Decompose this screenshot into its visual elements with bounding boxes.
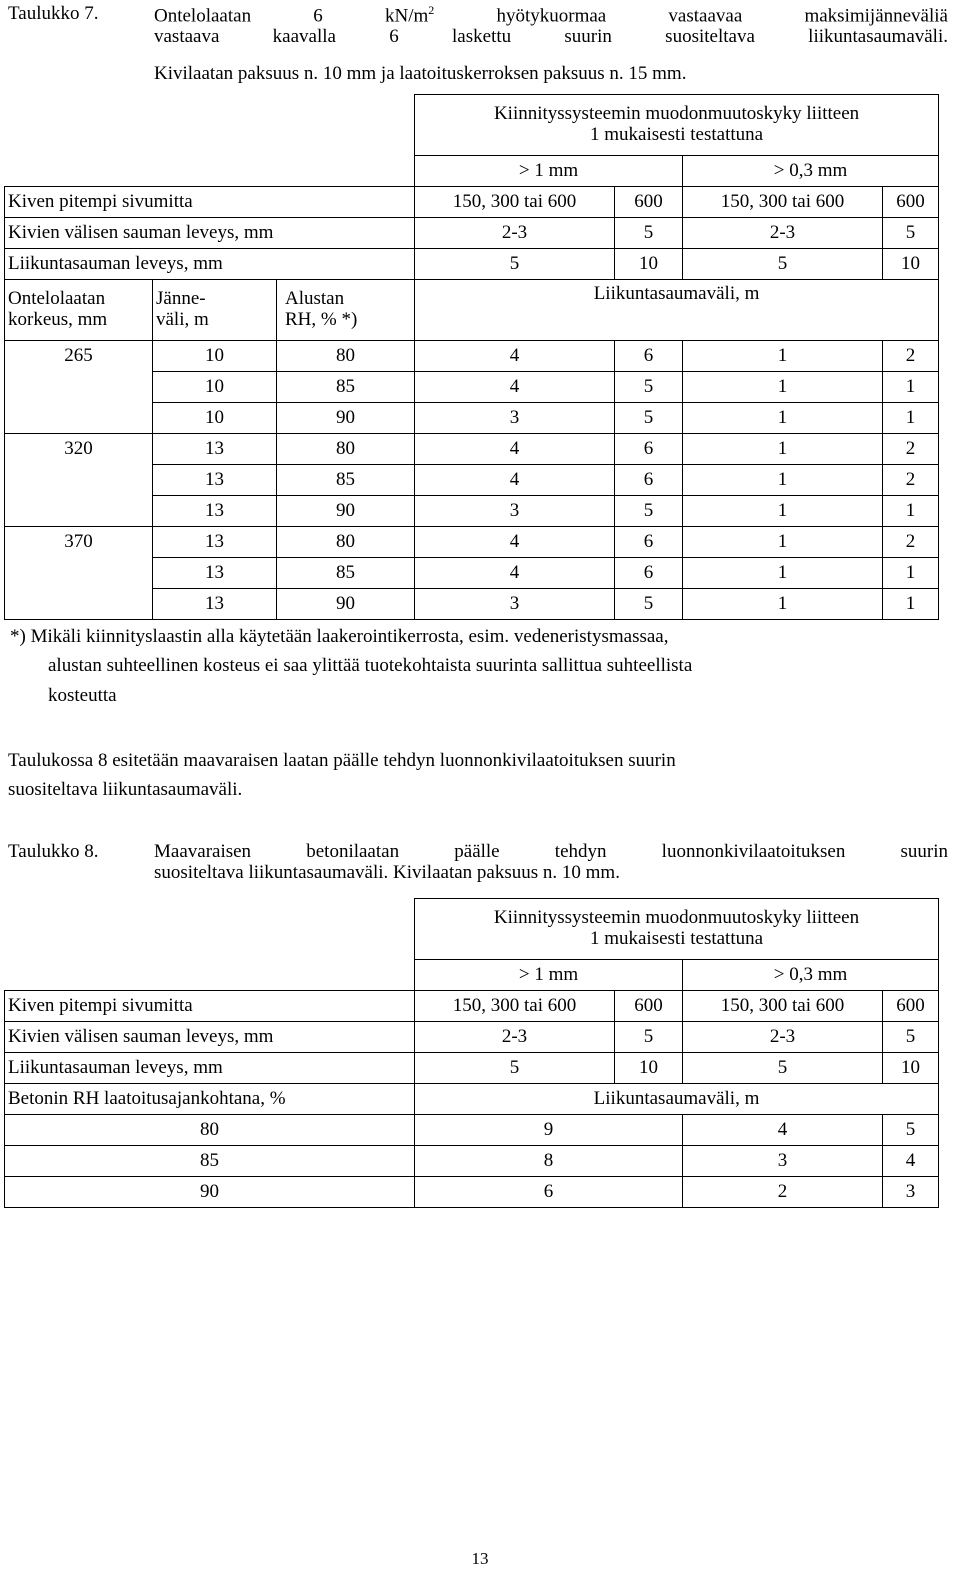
cell-result: 2: [883, 434, 939, 465]
cell-result: 2: [883, 465, 939, 496]
col-result-header: Liikuntasaumaväli, m: [415, 280, 939, 341]
table7-caption: [8, 4, 948, 48]
page-number: 13: [471, 1549, 489, 1568]
table8-header-group-row: [5, 899, 939, 960]
cell-span: 10: [153, 341, 277, 372]
cell-span: 13: [153, 558, 277, 589]
cell-h: 370: [5, 527, 153, 558]
table-row: [5, 403, 939, 434]
cell-result: 1: [883, 589, 939, 620]
table8-sub-gt03: > 0,3 mm: [683, 960, 939, 991]
cell-result: 6: [615, 341, 683, 372]
cell-result: 1: [883, 372, 939, 403]
cell-result: 5: [615, 372, 683, 403]
col-height-header: Ontelolaatan korkeus, mm: [5, 280, 153, 341]
cell-result: 6: [615, 558, 683, 589]
col-rh-header: Alustan RH, % *): [277, 280, 415, 341]
cell-rh: 85: [277, 465, 415, 496]
table7-sub-gt03: > 0,3 mm: [683, 156, 939, 187]
cell-result: 4: [883, 1146, 939, 1177]
cell-result: 1: [683, 527, 883, 558]
cell-result: 2: [683, 1177, 883, 1208]
cell-result: 9: [415, 1115, 683, 1146]
cell-rh: 85: [277, 372, 415, 403]
cell-result: 5: [615, 496, 683, 527]
table-row: Kivien välisen sauman leveys, mm 2-3 5 2-3 5: [5, 218, 939, 249]
cell-span: 10: [153, 403, 277, 434]
cell-result: 8: [415, 1146, 683, 1177]
cell-result: 3: [415, 496, 615, 527]
table-row: [5, 558, 939, 589]
table7-body: [5, 341, 939, 620]
table7-label: Taulukko 7.: [8, 3, 99, 24]
cell-span: 13: [153, 589, 277, 620]
table-row: [5, 589, 939, 620]
cell-result: 3: [415, 589, 615, 620]
table-row: [5, 496, 939, 527]
cell-rh: 90: [5, 1177, 415, 1208]
table8-caption-line1: Maavaraisen betonilaatan päälle tehdyn luonnonkivilaatoituksen suurin: [154, 841, 948, 862]
table-row: [5, 372, 939, 403]
table-row: [5, 1146, 939, 1177]
table-row: Kivien välisen sauman leveys, mm 2-3 5 2-3 5: [5, 1022, 939, 1053]
table7-sub-gt1: > 1 mm: [415, 156, 683, 187]
cell-rh: 80: [5, 1115, 415, 1146]
table7: [4, 94, 939, 620]
cell-span: 13: [153, 496, 277, 527]
cell-result: 3: [683, 1146, 883, 1177]
cell-rh: 90: [277, 496, 415, 527]
cell-h: [5, 496, 153, 527]
cell-result: 4: [415, 558, 615, 589]
table7-header-group-row: [5, 95, 939, 156]
cell-result: 4: [415, 341, 615, 372]
cell-result: 4: [415, 372, 615, 403]
cell-result: 4: [415, 465, 615, 496]
cell-result: 1: [683, 341, 883, 372]
table7-caption-line3: Kivilaatan paksuus n. 10 mm ja laatoituskerroksen paksuus n. 15 mm.: [154, 63, 687, 84]
table-row: Kiven pitempi sivumitta 150, 300 tai 600 600 150, 300 tai 600 600: [5, 187, 939, 218]
cell-result: 1: [883, 496, 939, 527]
cell-result: 6: [415, 1177, 683, 1208]
table-row: [5, 1177, 939, 1208]
cell-result: 1: [683, 372, 883, 403]
cell-result: 5: [883, 1115, 939, 1146]
cell-rh: 80: [277, 527, 415, 558]
cell-h: [5, 589, 153, 620]
cell-rh: 85: [277, 558, 415, 589]
cell-rh: 80: [277, 341, 415, 372]
table-row: [5, 1115, 939, 1146]
cell-span: 10: [153, 372, 277, 403]
table7-caption-line1: Ontelolaatan 6 kN/m: [154, 5, 429, 27]
table8-sub-gt1: > 1 mm: [415, 960, 683, 991]
table8-column-header-row: [5, 1084, 939, 1115]
col-result-header: Liikuntasaumaväli, m: [415, 1084, 939, 1115]
table-row: Liikuntasauman leveys, mm 5 10 5 10: [5, 249, 939, 280]
cell-result: 1: [683, 465, 883, 496]
cell-h: [5, 558, 153, 589]
cell-result: 4: [415, 527, 615, 558]
cell-h: 320: [5, 434, 153, 465]
cell-result: 3: [883, 1177, 939, 1208]
cell-result: 3: [415, 403, 615, 434]
cell-result: 5: [615, 403, 683, 434]
cell-h: [5, 465, 153, 496]
cell-span: 13: [153, 434, 277, 465]
table-row: Kiven pitempi sivumitta 150, 300 tai 600 600 150, 300 tai 600 600: [5, 991, 939, 1022]
cell-rh: 80: [277, 434, 415, 465]
table7-column-header-row: [5, 280, 939, 341]
table7-footnote: *) Mikäli kiinnityslaastin alla käytetään laakerointikerrosta, esim. vedeneristysmassaa, alustan suhteellinen kosteus ei saa ylittää tuotekohtaista suurinta sallittua suhteellista kosteutta: [10, 626, 693, 706]
table-row: [5, 527, 939, 558]
body-paragraph: Taulukossa 8 esitetään maavaraisen laatan päälle tehdyn luonnonkivilaatoituksen suurin suositeltava liikuntasaumaväli.: [8, 750, 676, 801]
table8: [4, 898, 939, 1208]
cell-result: 6: [615, 465, 683, 496]
table7-header-group: Kiinnityssysteemin muodonmuutoskyky liitteen 1 mukaisesti testattuna: [415, 95, 939, 156]
table7-caption-line1-rest: hyötykuormaa vastaavaa maksimijänneväliä: [434, 5, 948, 27]
cell-result: 1: [683, 403, 883, 434]
cell-h: 265: [5, 341, 153, 372]
cell-result: 4: [683, 1115, 883, 1146]
cell-span: 13: [153, 527, 277, 558]
table-row: [5, 341, 939, 372]
cell-result: 2: [883, 341, 939, 372]
cell-result: 4: [415, 434, 615, 465]
cell-h: [5, 403, 153, 434]
table7-subheader-row: [5, 156, 939, 187]
cell-result: 6: [615, 527, 683, 558]
table-row: [5, 434, 939, 465]
table8-label: Taulukko 8.: [8, 841, 99, 862]
cell-result: 1: [683, 558, 883, 589]
table8-header-group: Kiinnityssysteemin muodonmuutoskyky liitteen 1 mukaisesti testattuna: [415, 899, 939, 960]
table-row: Liikuntasauman leveys, mm 5 10 5 10: [5, 1053, 939, 1084]
col-span-header: Jänne- väli, m: [153, 280, 277, 341]
cell-rh: 85: [5, 1146, 415, 1177]
table8-subheader-row: [5, 960, 939, 991]
cell-rh: 90: [277, 589, 415, 620]
cell-result: 1: [683, 589, 883, 620]
table7-caption-line2: vastaava kaavalla 6 laskettu suurin suositeltava liikuntasaumaväli.: [154, 26, 948, 48]
cell-result: 1: [683, 496, 883, 527]
cell-result: 1: [883, 558, 939, 589]
cell-result: 1: [683, 434, 883, 465]
cell-result: 5: [615, 589, 683, 620]
table8-body: [5, 1115, 939, 1208]
cell-result: 2: [883, 527, 939, 558]
cell-h: [5, 372, 153, 403]
cell-span: 13: [153, 465, 277, 496]
table7-caption-sup: 2: [428, 3, 435, 17]
col-rh-header: Betonin RH laatoitusajankohtana, %: [5, 1084, 415, 1115]
table8-caption-line2: suositeltava liikuntasaumaväli. Kivilaatan paksuus n. 10 mm.: [154, 861, 620, 883]
table8-caption: [8, 842, 948, 884]
cell-result: 6: [615, 434, 683, 465]
cell-rh: 90: [277, 403, 415, 434]
cell-result: 1: [883, 403, 939, 434]
table-row: [5, 465, 939, 496]
